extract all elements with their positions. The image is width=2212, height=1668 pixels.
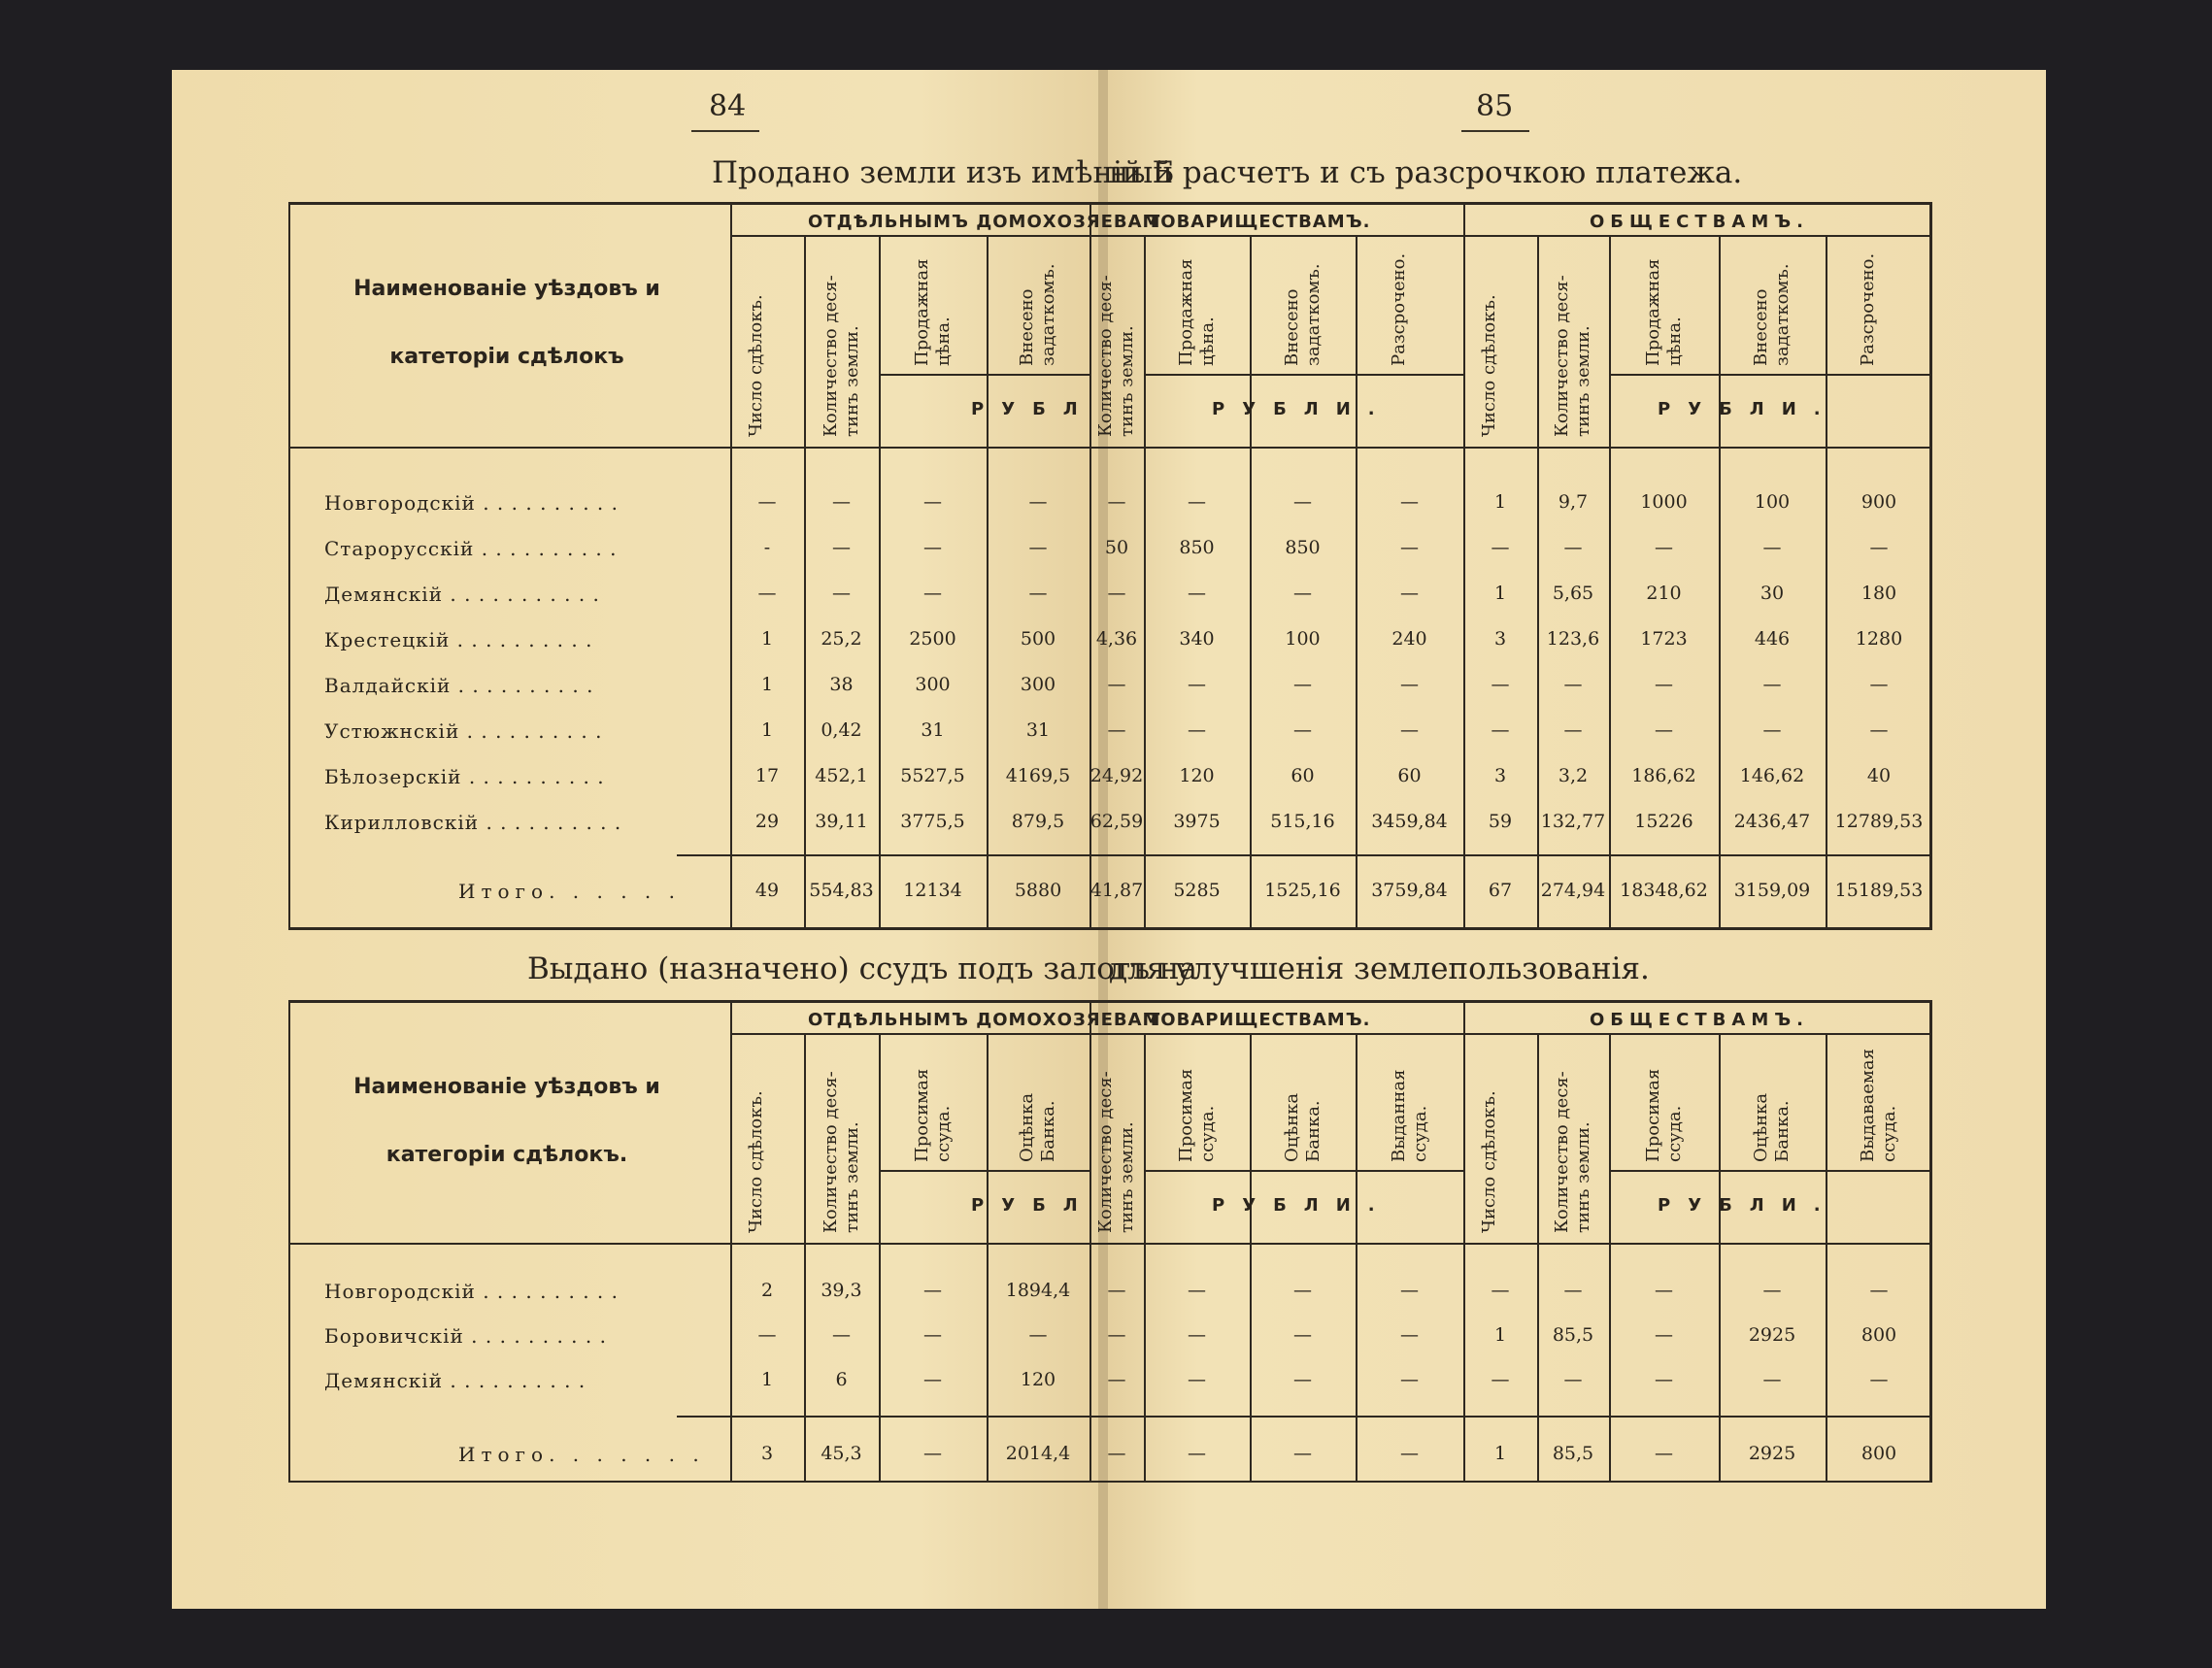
- table1-cell: 60: [1290, 765, 1315, 786]
- table1-cell: —: [1188, 491, 1206, 513]
- table2-column-header: Просимая ссуда.: [911, 1068, 954, 1162]
- table1-cell: —: [1107, 491, 1126, 513]
- table1-cell: 300: [1020, 674, 1056, 695]
- table2-cell: —: [1188, 1280, 1206, 1301]
- table1-total-cell: 15189,53: [1834, 880, 1924, 901]
- table2-title-left: Выдано (назначено) ссудъ подъ залогъ на: [527, 951, 1197, 986]
- table2-cell: —: [1188, 1324, 1206, 1346]
- table1-cell: 1280: [1855, 628, 1903, 650]
- table1-cell: —: [1028, 537, 1048, 558]
- table2-column-header: Количество деся- тинъ земли.: [1095, 1071, 1137, 1233]
- table1-cell: 1: [760, 719, 774, 741]
- table2-cell: —: [1762, 1369, 1782, 1390]
- table1-total-cell: 3159,09: [1733, 880, 1811, 901]
- table1-cell: —: [1563, 537, 1583, 558]
- table1-cell: 30: [1760, 583, 1785, 604]
- table1-group-households: ОТДѢЛЬНЫМЪ ДОМОХОЗЯЕВАМ: [808, 212, 1161, 232]
- table1-cell: —: [1563, 674, 1583, 695]
- table1-cell: 132,77: [1540, 811, 1606, 832]
- table2-column-divider: [1826, 1033, 1827, 1481]
- table1-cell: —: [923, 491, 942, 513]
- table1-cell: —: [1400, 583, 1419, 604]
- table1-cell: —: [1869, 719, 1889, 741]
- table2-cell: —: [1655, 1369, 1673, 1390]
- table2-total-cell: 45,3: [821, 1443, 862, 1464]
- table1-total-label: Итого. . . . . .: [458, 880, 681, 903]
- table1-district-name: Новгородскій . . . . . . . . . .: [324, 491, 619, 515]
- table1-cell: 4,36: [1095, 628, 1138, 650]
- table1-cell: 120: [1179, 765, 1215, 786]
- table1-cell: —: [1762, 719, 1782, 741]
- table1-column-header: Количество деся- тинъ земли.: [1552, 275, 1593, 437]
- table1-cell: 59: [1488, 811, 1513, 832]
- table2-rubles-label-left: РУБЛ: [971, 1195, 1095, 1216]
- table1-title-left: Продано земли изъ имѣній Б: [712, 155, 1175, 190]
- table1-column-header: Разсрочено.: [1858, 252, 1878, 366]
- table1-district-name: Старорусскій . . . . . . . . . .: [324, 537, 618, 560]
- table1-column-header: Внесено задаткомъ.: [1281, 263, 1324, 366]
- table1-cell: —: [923, 583, 942, 604]
- table1-cell: 180: [1860, 583, 1897, 604]
- page-number-left: 84: [709, 89, 747, 123]
- table1-cell: 60: [1397, 765, 1422, 786]
- table2-name-header: Наименованіе уѣздовъ и категоріи сдѣлокъ.: [353, 1075, 660, 1167]
- table2-group-partnerships: ТОВАРИЩЕСТВАМЪ.: [1148, 1010, 1371, 1030]
- table2-district-name: Новгородскій . . . . . . . . . .: [324, 1280, 619, 1303]
- table2-column-header: Количество деся- тинъ земли.: [1552, 1071, 1593, 1233]
- table1-rubles-label-left: РУБЛ: [971, 399, 1095, 419]
- table1-column-header: Продажная цѣна.: [911, 258, 954, 366]
- table1-cell: 29: [754, 811, 780, 832]
- table1-cell: 850: [1285, 537, 1321, 558]
- table2-column-header: Число сдѣлокъ.: [1479, 1090, 1499, 1233]
- table2-total-cell: 800: [1860, 1443, 1897, 1464]
- table1-cell: —: [1293, 583, 1312, 604]
- table2-column-header: Оцѣнка Банка.: [1281, 1092, 1324, 1162]
- table2-column-header: Просимая ссуда.: [1642, 1068, 1685, 1162]
- table2-cell: 39,3: [821, 1280, 862, 1301]
- table1-title-right: ный расчетъ и съ разсрочкою платежа.: [1109, 155, 1743, 190]
- table2-total-cell: —: [1188, 1443, 1206, 1464]
- table1-cell: —: [757, 583, 777, 604]
- table2-column-header: Выданная ссуда.: [1388, 1069, 1430, 1162]
- table1-cell: 515,16: [1270, 811, 1335, 832]
- table1-cell: 40: [1866, 765, 1892, 786]
- table2-cell: —: [1293, 1280, 1312, 1301]
- table2-column-header: Просимая ссуда.: [1175, 1068, 1218, 1162]
- table1-cell: —: [832, 537, 851, 558]
- table1-district-name: Кирилловскій . . . . . . . . . .: [324, 811, 622, 834]
- table2-total-cell: —: [923, 1443, 942, 1464]
- table1-cell: 1: [1493, 491, 1507, 513]
- table1-cell: —: [1762, 674, 1782, 695]
- table1-cell: 39,11: [815, 811, 868, 832]
- table2-column-divider: [1463, 1000, 1465, 1481]
- table1-cell: —: [1400, 491, 1419, 513]
- table1-cell: 15226: [1634, 811, 1693, 832]
- table2-cell: —: [1655, 1324, 1673, 1346]
- table2-cell: —: [1400, 1280, 1419, 1301]
- table2-cell: —: [923, 1369, 942, 1390]
- table2-group-societies: ОБЩЕСТВАМЪ.: [1590, 1010, 1809, 1030]
- table1-cell: 446: [1754, 628, 1791, 650]
- page-number-underline: [691, 130, 759, 132]
- table1-bottom-rule: [288, 927, 1932, 930]
- table1-district-name: Валдайскій . . . . . . . . . .: [324, 674, 594, 697]
- table2-total-cell: 2014,4: [1005, 1443, 1071, 1464]
- table1-cell: —: [1188, 583, 1206, 604]
- page-number-underline: [1461, 130, 1529, 132]
- table1-cell: —: [1107, 674, 1126, 695]
- table1-cell: —: [1655, 674, 1673, 695]
- table1-cell: —: [1188, 719, 1206, 741]
- table2-column-divider: [1356, 1033, 1357, 1481]
- table1-cell: 5,65: [1552, 583, 1594, 604]
- page-number-right: 85: [1476, 89, 1514, 123]
- table2-column-header: Число сдѣлокъ.: [746, 1090, 766, 1233]
- table1-cell: 186,62: [1631, 765, 1696, 786]
- table1-top-rule: [288, 202, 1932, 205]
- table2-district-name: Демянскій . . . . . . . . . .: [324, 1369, 587, 1392]
- table1-name-header: Наименованіе уѣздовъ и катеторіи сдѣлокъ: [353, 277, 660, 369]
- table2-rubles-rule-mid: [1144, 1170, 1463, 1172]
- table1-cell: 1000: [1640, 491, 1688, 513]
- table1-cell: 3459,84: [1371, 811, 1448, 832]
- table2-cell: —: [923, 1324, 942, 1346]
- table1-total-cell: 49: [754, 880, 780, 901]
- table2-column-divider: [879, 1033, 881, 1481]
- table2-column-divider: [804, 1033, 806, 1481]
- table1-column-header: Внесено задаткомъ.: [1017, 263, 1058, 366]
- table2-total-cell: —: [1107, 1443, 1126, 1464]
- table1-cell: —: [1655, 719, 1673, 741]
- table2-column-divider: [730, 1000, 732, 1481]
- table1-cell: —: [832, 491, 851, 513]
- table2-total-cell: 1: [1493, 1443, 1507, 1464]
- table2-total-cell: 3: [760, 1443, 774, 1464]
- table2-cell: —: [1869, 1280, 1889, 1301]
- table1-district-name: Крестецкій . . . . . . . . . .: [324, 628, 593, 651]
- table2-total-cell: —: [1293, 1443, 1312, 1464]
- table2-cell: —: [1762, 1280, 1782, 1301]
- table1-column-header: Количество деся- тинъ земли.: [820, 275, 862, 437]
- table2-cell: —: [757, 1324, 777, 1346]
- table1-column-header: Разсрочено.: [1388, 252, 1409, 366]
- table2-column-divider: [1089, 1000, 1091, 1481]
- table1-cell: —: [1762, 537, 1782, 558]
- table1-cell: 1723: [1640, 628, 1688, 650]
- table1-cell: —: [1293, 674, 1312, 695]
- table1-cell: —: [1028, 583, 1048, 604]
- table2-column-header: Оцѣнка Банка.: [1017, 1092, 1058, 1162]
- table1-cell: —: [1869, 674, 1889, 695]
- table1-cell: 500: [1020, 628, 1056, 650]
- table2-cell: 800: [1860, 1324, 1897, 1346]
- table1-total-cell: 1525,16: [1264, 880, 1341, 901]
- table1-left-border: [288, 202, 290, 927]
- table1-cell: -: [763, 537, 771, 558]
- table1-cell: 3975: [1173, 811, 1221, 832]
- table1-cell: 17: [754, 765, 780, 786]
- table1-total-rule: [677, 854, 1932, 856]
- table2-cell: —: [1107, 1369, 1126, 1390]
- table2-cell: —: [1491, 1280, 1510, 1301]
- table1-cell: 146,62: [1739, 765, 1805, 786]
- table1-cell: 62,59: [1089, 811, 1144, 832]
- table2-cell: —: [1655, 1280, 1673, 1301]
- table1-cell: 100: [1754, 491, 1791, 513]
- table1-cell: 38: [829, 674, 854, 695]
- table2-total-cell: 2925: [1748, 1443, 1796, 1464]
- table1-cell: —: [1491, 719, 1510, 741]
- table1-cell: —: [1563, 719, 1583, 741]
- table1-cell: 123,6: [1546, 628, 1600, 650]
- table2-column-divider: [1250, 1033, 1252, 1481]
- table2-cell: —: [1188, 1369, 1206, 1390]
- table1-cell: 452,1: [815, 765, 868, 786]
- table2-cell: —: [1293, 1324, 1312, 1346]
- table1-cell: 1: [1493, 583, 1507, 604]
- table1-group-societies: ОБЩЕСТВАМЪ.: [1590, 212, 1809, 232]
- table1-column-header: Продажная цѣна.: [1642, 258, 1685, 366]
- table1-total-cell: 5880: [1014, 880, 1062, 901]
- table1-cell: 850: [1179, 537, 1215, 558]
- table1-district-name: Устюжнскій . . . . . . . . . .: [324, 719, 603, 743]
- table1-cell: —: [1293, 719, 1312, 741]
- table1-rubles-rule-left: [879, 374, 1089, 376]
- table1-district-name: Демянскій . . . . . . . . . . .: [324, 583, 600, 606]
- table1-cell: 25,2: [821, 628, 862, 650]
- table2-column-divider: [1609, 1033, 1611, 1481]
- table2-cell: —: [1400, 1324, 1419, 1346]
- table1-cell: 24,92: [1089, 765, 1144, 786]
- table1-cell: —: [1491, 537, 1510, 558]
- table1-total-cell: 3759,84: [1371, 880, 1448, 901]
- table2-rubles-rule-left: [879, 1170, 1089, 1172]
- table1-rubles-rule-mid: [1144, 374, 1463, 376]
- table1-cell: 3: [1493, 765, 1507, 786]
- table1-cell: —: [1400, 719, 1419, 741]
- table2-bottom-rule: [288, 1481, 1932, 1483]
- table2-column-divider: [987, 1033, 989, 1481]
- table1-cell: 300: [915, 674, 951, 695]
- table2-cell: —: [832, 1324, 851, 1346]
- table1-cell: —: [1655, 537, 1673, 558]
- table2-group-households: ОТДѢЛЬНЫМЪ ДОМОХОЗЯЕВАМ: [808, 1010, 1161, 1030]
- table2-cell: —: [1107, 1324, 1126, 1346]
- table2-column-header: Количество деся- тинъ земли.: [820, 1071, 862, 1233]
- table2-column-divider: [1537, 1033, 1539, 1481]
- table1-rubles-rule-right: [1609, 374, 1932, 376]
- table2-cell: —: [1293, 1369, 1312, 1390]
- table1-cell: —: [1400, 537, 1419, 558]
- table1-cell: 9,7: [1558, 491, 1589, 513]
- table2-column-divider: [1719, 1033, 1721, 1481]
- table2-rubles-label-right: РУБЛИ.: [1658, 1195, 1838, 1216]
- table1-cell: —: [1028, 491, 1048, 513]
- table2-title-right: для улучшенія землепользованія.: [1109, 951, 1650, 986]
- table2-group-rule: [730, 1033, 1932, 1035]
- table1-column-header: Количество деся- тинъ земли.: [1095, 275, 1137, 437]
- table1-cell: 2500: [909, 628, 956, 650]
- table1-column-header: Число сдѣлокъ.: [746, 294, 766, 437]
- table1-cell: 12789,53: [1834, 811, 1924, 832]
- table1-cell: 1: [760, 674, 774, 695]
- table1-cell: —: [923, 537, 942, 558]
- table1-column-header: Продажная цѣна.: [1175, 258, 1218, 366]
- table1-cell: —: [1293, 491, 1312, 513]
- table1-total-cell: 274,94: [1540, 880, 1606, 901]
- table1-cell: 100: [1285, 628, 1321, 650]
- table1-cell: —: [757, 491, 777, 513]
- table1-cell: —: [1188, 674, 1206, 695]
- table1-cell: 3775,5: [900, 811, 965, 832]
- table1-total-cell: 12134: [903, 880, 962, 901]
- table1-column-header: Внесено задаткомъ.: [1751, 263, 1793, 366]
- table1-cell: 50: [1104, 537, 1129, 558]
- table1-cell: 900: [1860, 491, 1897, 513]
- table2-column-header: Оцѣнка Банка.: [1751, 1092, 1793, 1162]
- table2-right-border: [1929, 1000, 1932, 1481]
- table1-group-rule: [730, 235, 1932, 237]
- table1-district-name: Бѣлозерскій . . . . . . . . . .: [324, 765, 605, 788]
- table2-rubles-rule-right: [1609, 1170, 1932, 1172]
- table2-cell: —: [1563, 1369, 1583, 1390]
- table2-cell: —: [1400, 1369, 1419, 1390]
- table1-cell: 31: [1025, 719, 1051, 741]
- table1-cell: 2436,47: [1733, 811, 1811, 832]
- table1-cell: 3,2: [1558, 765, 1589, 786]
- table1-cell: —: [1869, 537, 1889, 558]
- table1-rubles-label-right: РУБЛИ.: [1658, 399, 1838, 419]
- table1-cell: —: [1107, 583, 1126, 604]
- table2-cell: —: [1028, 1324, 1048, 1346]
- table1-total-cell: 554,83: [809, 880, 874, 901]
- table1-total-cell: 67: [1488, 880, 1513, 901]
- table2-cell: 120: [1020, 1369, 1056, 1390]
- table2-cell: 6: [835, 1369, 848, 1390]
- table2-district-name: Боровичскій . . . . . . . . . .: [324, 1324, 607, 1348]
- table2-header-rule: [288, 1243, 1932, 1245]
- table1-header-rule: [288, 447, 1932, 449]
- table1-cell: 879,5: [1011, 811, 1065, 832]
- table2-cell: —: [1869, 1369, 1889, 1390]
- table2-column-divider: [1144, 1033, 1146, 1481]
- table2-cell: 1894,4: [1005, 1280, 1071, 1301]
- table2-left-border: [288, 1000, 290, 1481]
- table1-total-cell: 5285: [1173, 880, 1221, 901]
- table2-column-header: Выдаваемая ссуда.: [1858, 1049, 1899, 1162]
- table1-group-partnerships: ТОВАРИЩЕСТВАМЪ.: [1148, 212, 1371, 232]
- table1-cell: 1: [760, 628, 774, 650]
- table1-cell: 4169,5: [1005, 765, 1071, 786]
- table2-total-label: Итого. . . . . . .: [458, 1443, 705, 1466]
- table2-cell: —: [1107, 1280, 1126, 1301]
- table1-cell: 3: [1493, 628, 1507, 650]
- table1-column-header: Число сдѣлокъ.: [1479, 294, 1499, 437]
- table1-cell: —: [1491, 674, 1510, 695]
- table2-total-rule: [677, 1416, 1932, 1418]
- table1-rubles-label-mid: РУБЛИ.: [1212, 399, 1392, 419]
- table2-total-cell: —: [1655, 1443, 1673, 1464]
- table2-cell: 2: [760, 1280, 774, 1301]
- table1-cell: 31: [921, 719, 945, 741]
- table1-total-cell: 18348,62: [1620, 880, 1708, 901]
- table1-cell: 0,42: [821, 719, 862, 741]
- table2-total-cell: 85,5: [1552, 1443, 1594, 1464]
- table1-cell: 240: [1391, 628, 1427, 650]
- table1-total-cell: 41,87: [1089, 880, 1144, 901]
- table2-cell: —: [1491, 1369, 1510, 1390]
- table2-cell: —: [923, 1280, 942, 1301]
- table2-cell: 85,5: [1552, 1324, 1594, 1346]
- table1-cell: —: [1107, 719, 1126, 741]
- table1-cell: —: [1400, 674, 1419, 695]
- table2-total-cell: —: [1400, 1443, 1419, 1464]
- table1-cell: —: [832, 583, 851, 604]
- table2-cell: 2925: [1748, 1324, 1796, 1346]
- table2-rubles-label-mid: РУБЛИ.: [1212, 1195, 1392, 1216]
- table2-cell: 1: [1493, 1324, 1507, 1346]
- table2-cell: —: [1563, 1280, 1583, 1301]
- table1-cell: 5527,5: [900, 765, 965, 786]
- table1-cell: 340: [1179, 628, 1215, 650]
- table2-cell: 1: [760, 1369, 774, 1390]
- table2-top-rule: [288, 1000, 1932, 1003]
- table1-cell: 210: [1646, 583, 1682, 604]
